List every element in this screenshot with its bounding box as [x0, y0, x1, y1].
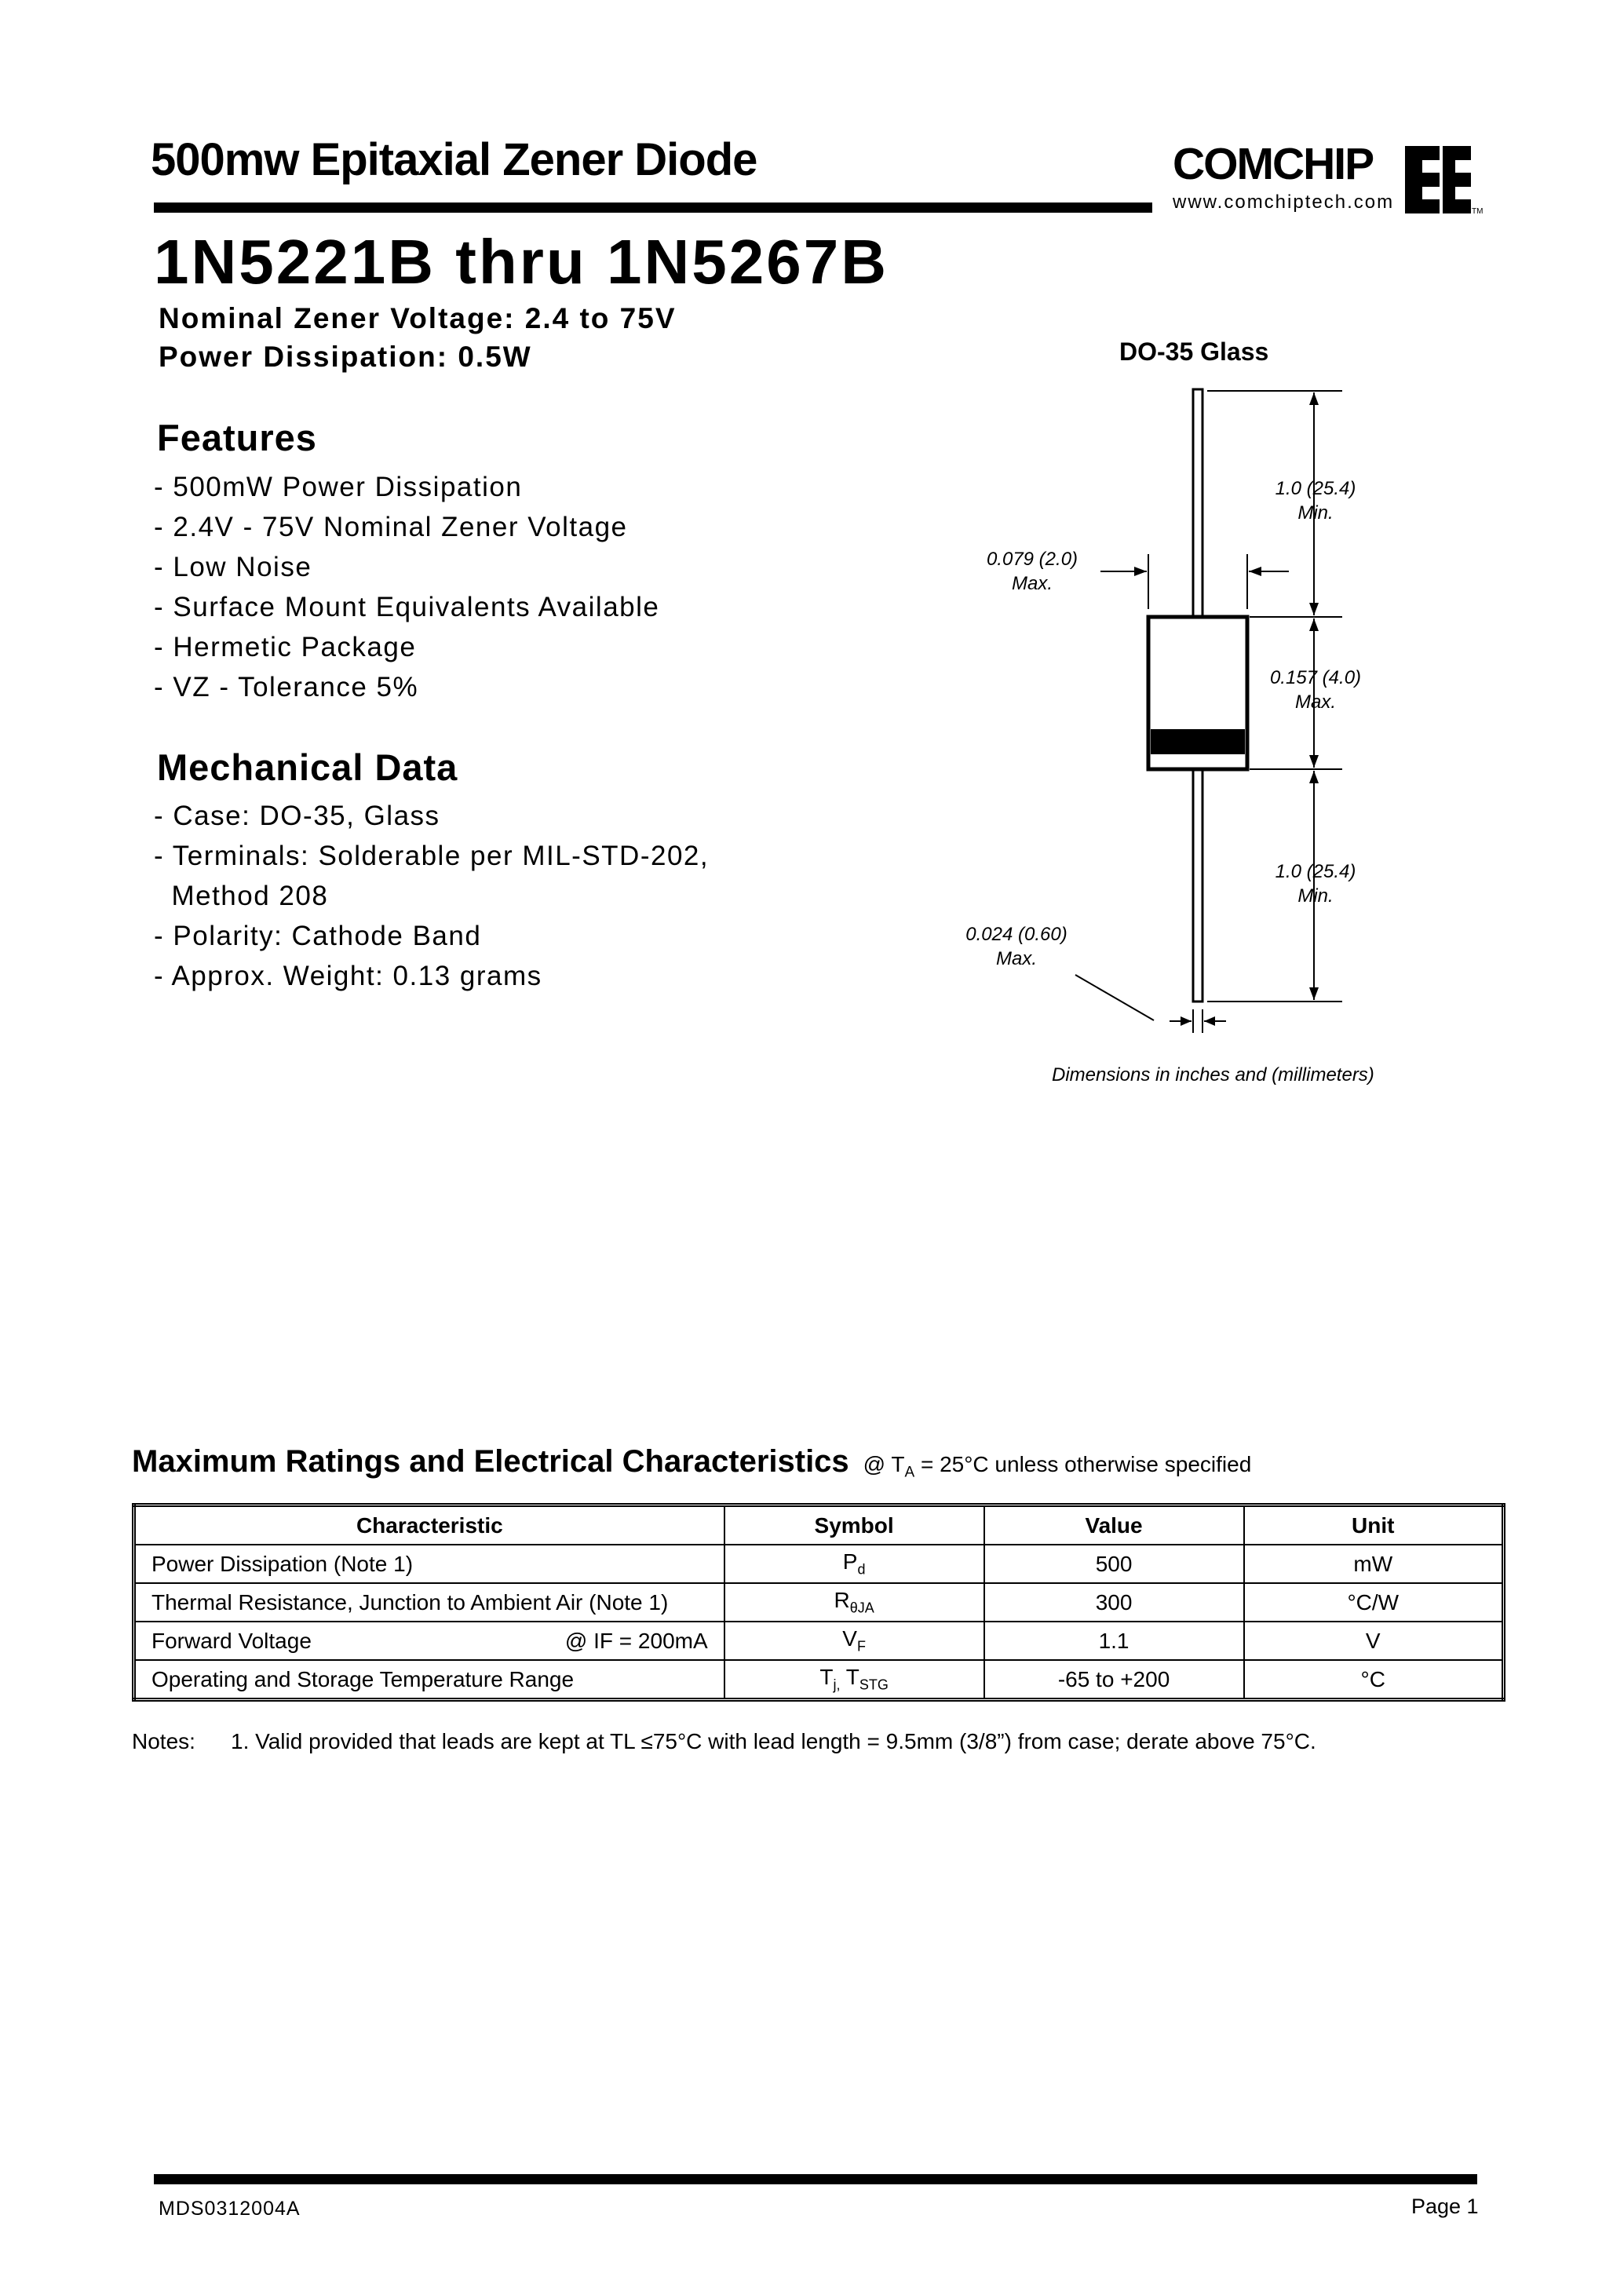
cell-unit: mW — [1244, 1545, 1504, 1583]
page-number: Page 1 — [1411, 2195, 1479, 2218]
bottom-lead — [1193, 769, 1202, 1002]
dim-top-lead — [1268, 476, 1363, 525]
list-item: - VZ - Tolerance 5% — [154, 672, 419, 702]
dim-value: 1.0 (25.4) — [1275, 861, 1356, 882]
do35-package-drawing — [926, 369, 1444, 1060]
condition-text: @ IF = 200mA — [564, 1628, 708, 1653]
header-characteristic: Characteristic — [134, 1505, 724, 1545]
power-dissipation-spec: Power Dissipation: 0.5W — [159, 341, 532, 373]
characteristic-text: Operating and Storage Temperature Range — [151, 1666, 575, 1691]
list-item: - Hermetic Package — [154, 632, 417, 662]
list-item: Method 208 — [154, 881, 329, 911]
header-value: Value — [984, 1505, 1244, 1545]
note-1: 1. Valid provided that leads are kept at TL ≤75°C with lead length = 9.5mm (3/8”) from case; derate above 75°C. — [231, 1729, 1316, 1753]
characteristic-text: Thermal Resistance, Junction to Ambient Air (Note 1) — [151, 1589, 669, 1615]
dimensions-note: Dimensions in inches and (millimeters) — [1052, 1064, 1374, 1085]
mechanical-heading: Mechanical Data — [157, 746, 458, 788]
dim-qualifier: Min. — [1297, 885, 1334, 907]
part-number-range: 1N5221B thru 1N5267B — [154, 227, 889, 297]
dim-value: 1.0 (25.4) — [1275, 478, 1356, 499]
cell-value: 300 — [984, 1583, 1244, 1622]
table-header-row — [134, 1505, 1504, 1545]
cell-symbol — [724, 1660, 984, 1700]
condition-sub: A — [904, 1464, 915, 1481]
table-row — [134, 1622, 1504, 1660]
header-symbol: Symbol — [724, 1505, 984, 1545]
dim-qualifier: Max. — [1294, 691, 1336, 713]
symbol-main2: T — [840, 1665, 859, 1690]
dim-body-diameter — [973, 547, 1091, 596]
list-item: - 2.4V - 75V Nominal Zener Voltage — [154, 512, 628, 542]
cell-symbol — [724, 1583, 984, 1622]
condition-prefix: @ T — [863, 1452, 905, 1476]
symbol-sub: d — [857, 1561, 866, 1578]
footer-rule — [154, 2174, 1477, 2184]
comchip-logo-icon — [1405, 146, 1483, 217]
characteristic-text: Forward Voltage — [151, 1628, 312, 1653]
list-item: - Terminals: Solderable per MIL-STD-202, — [154, 841, 710, 871]
cell-characteristic — [134, 1622, 724, 1660]
dim-qualifier: Max. — [995, 948, 1037, 969]
dim-value: 0.157 (4.0) — [1269, 667, 1362, 688]
dim-qualifier: Min. — [1297, 502, 1334, 524]
ratings-table — [132, 1503, 1505, 1702]
cell-value: -65 to +200 — [984, 1660, 1244, 1700]
dim-qualifier: Max. — [1011, 573, 1053, 594]
symbol-main: T — [819, 1665, 834, 1690]
characteristic-text: Power Dissipation (Note 1) — [151, 1551, 414, 1576]
cell-symbol — [724, 1545, 984, 1583]
list-item: - Case: DO-35, Glass — [154, 801, 440, 831]
nominal-voltage: Nominal Zener Voltage: 2.4 to 75V — [159, 302, 677, 334]
document-title: 500mw Epitaxial Zener Diode — [151, 134, 757, 185]
symbol-sub: θJA — [849, 1600, 874, 1616]
dim-value: 0.024 (0.60) — [965, 924, 1067, 945]
mechanical-list — [154, 796, 709, 996]
header-unit: Unit — [1244, 1505, 1504, 1545]
list-item: - Polarity: Cathode Band — [154, 921, 482, 951]
ratings-title: Maximum Ratings and Electrical Characteristics — [132, 1444, 849, 1479]
features-heading: Features — [157, 417, 317, 458]
header-rule — [154, 202, 1152, 213]
dim-value: 0.079 (2.0) — [986, 549, 1078, 570]
cell-symbol — [724, 1622, 984, 1660]
svg-text:TM: TM — [1472, 207, 1483, 216]
symbol-sub: F — [856, 1638, 866, 1655]
features-list — [154, 467, 659, 707]
list-item: - Low Noise — [154, 552, 312, 582]
notes — [132, 1729, 1316, 1754]
symbol-main: R — [834, 1588, 850, 1613]
ratings-condition — [863, 1452, 1252, 1481]
cell-value: 500 — [984, 1545, 1244, 1583]
dim-body-length — [1268, 666, 1363, 714]
table-row — [134, 1660, 1504, 1700]
cell-value: 1.1 — [984, 1622, 1244, 1660]
cell-unit: V — [1244, 1622, 1504, 1660]
brand-name: COMCHIP — [1173, 139, 1374, 189]
symbol-main: V — [842, 1626, 857, 1651]
cell-characteristic — [134, 1660, 724, 1700]
dim-bottom-lead — [1268, 859, 1363, 908]
list-item: - Approx. Weight: 0.13 grams — [154, 961, 542, 991]
list-item: - Surface Mount Equivalents Available — [154, 592, 660, 622]
cathode-band — [1151, 729, 1245, 754]
list-item: - 500mW Power Dissipation — [154, 472, 523, 502]
dim-lead-diameter — [950, 922, 1083, 971]
ratings-title-row — [132, 1444, 1251, 1482]
table-row — [134, 1545, 1504, 1583]
symbol-sub2: STG — [859, 1677, 889, 1693]
document-code: MDS0312004A — [159, 2198, 301, 2220]
cell-characteristic — [134, 1545, 724, 1583]
symbol-sub: j, — [833, 1677, 841, 1693]
top-lead — [1193, 389, 1202, 617]
cell-characteristic — [134, 1583, 724, 1622]
condition-suffix: = 25°C unless otherwise specified — [914, 1452, 1252, 1476]
cell-unit: °C/W — [1244, 1583, 1504, 1622]
brand-url[interactable]: www.comchiptech.com — [1173, 192, 1395, 213]
cell-unit: °C — [1244, 1660, 1504, 1700]
symbol-main: P — [842, 1549, 858, 1574]
table-row — [134, 1583, 1504, 1622]
notes-label: Notes: — [132, 1729, 195, 1753]
package-label: DO-35 Glass — [1119, 338, 1269, 366]
